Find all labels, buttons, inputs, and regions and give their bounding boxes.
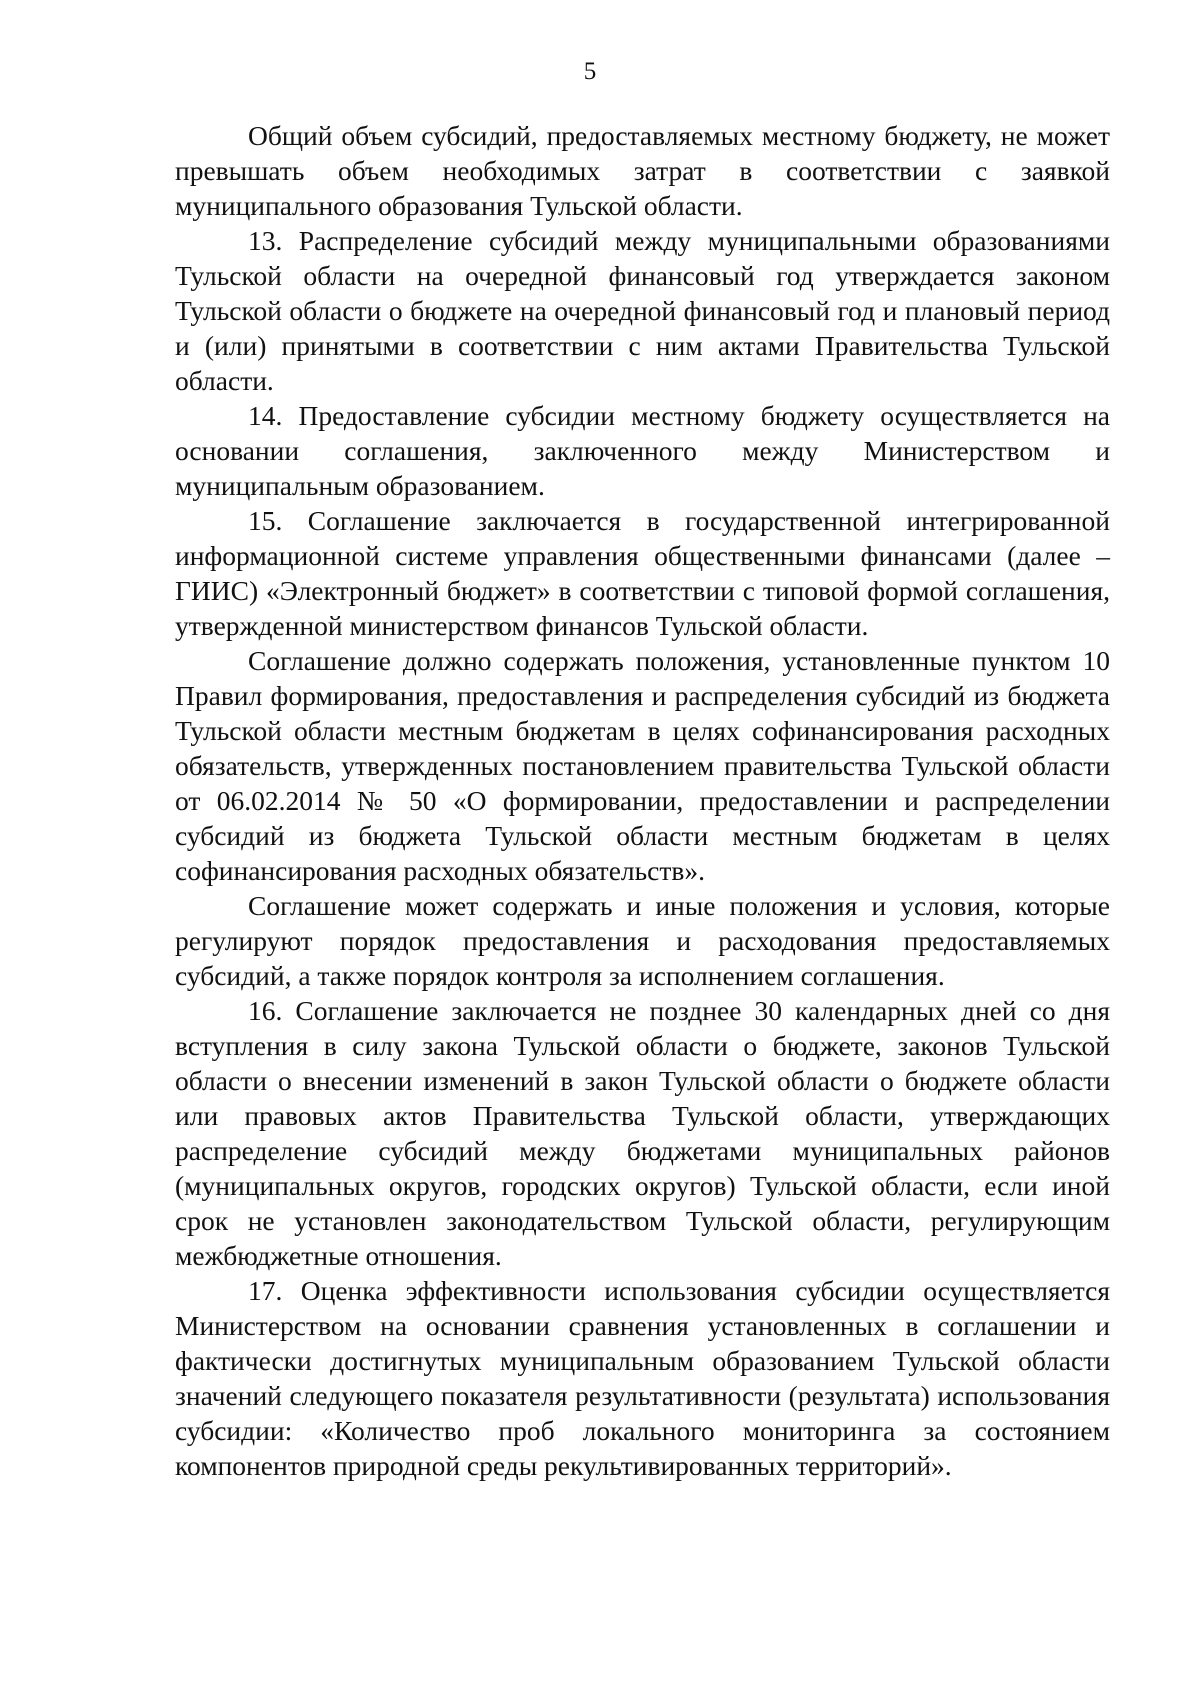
paragraph-15: 15. Соглашение заключается в государственной интегрированной информационной системе управления общественными финансами (далее – ГИИС) «Электронный бюджет» в соответствии с типовой формой соглашения, утвержденной министерством финансов Тульской области. — [175, 505, 1110, 641]
page-number: 5 — [583, 58, 597, 85]
paragraph-14: 14. Предоставление субсидии местному бюджету осуществляется на основании соглашения, заключенного между Министерством и муниципальным образованием. — [175, 400, 1110, 501]
paragraph-agreement-conditions: Соглашение может содержать и иные положения и условия, которые регулируют порядок предоставления и расходования предоставляемых субсидий, а также порядок контроля за исполнением соглашения. — [175, 890, 1110, 991]
paragraph-16: 16. Соглашение заключается не позднее 30 календарных дней со дня вступления в силу закона Тульской области о бюджете, законов Тульской области о внесении изменений в закон Тульской области о бюджете области или правовых актов Правительства Тульской области, утверждающих распределение субсидий между бюджетами муниципальных районов (муниципальных округов, городских округов) Тульской области, если иной срок не установлен законодательством Тульской области, регулирующим межбюджетные отношения. — [175, 995, 1110, 1271]
paragraph-17: 17. Оценка эффективности использования субсидии осуществляется Министерством на основании сравнения установленных в соглашении и фактически достигнутых муниципальным образованием Тульской области значений следующего показателя результативности (результата) использования субсидии: «Количество проб локального мониторинга за состоянием компонентов природной среды рекультивированных территорий». — [175, 1275, 1110, 1481]
paragraph-agreement-provisions: Соглашение должно содержать положения, установленные пунктом 10 Правил формирования, предоставления и распределения субсидий из бюджета Тульской области местным бюджетам в целях софинансирования расходных обязательств, утвержденных постановлением правительства Тульской области от 06.02.2014 № 50 «О формировании, предоставлении и распределении субсидий из бюджета Тульской области местным бюджетам в целях софинансирования расходных обязательств». — [175, 645, 1110, 886]
paragraph-13: 13. Распределение субсидий между муниципальными образованиями Тульской области на очередной финансовый год утверждается законом Тульской области о бюджете на очередной финансовый год и плановый период и (или) принятыми в соответствии с ним актами Правительства Тульской области. — [175, 225, 1110, 396]
document-body — [175, 118, 1110, 1483]
paragraph-subsidy-volume: Общий объем субсидий, предоставляемых местному бюджету, не может превышать объем необходимых затрат в соответствии с заявкой муниципального образования Тульской области. — [175, 120, 1110, 221]
